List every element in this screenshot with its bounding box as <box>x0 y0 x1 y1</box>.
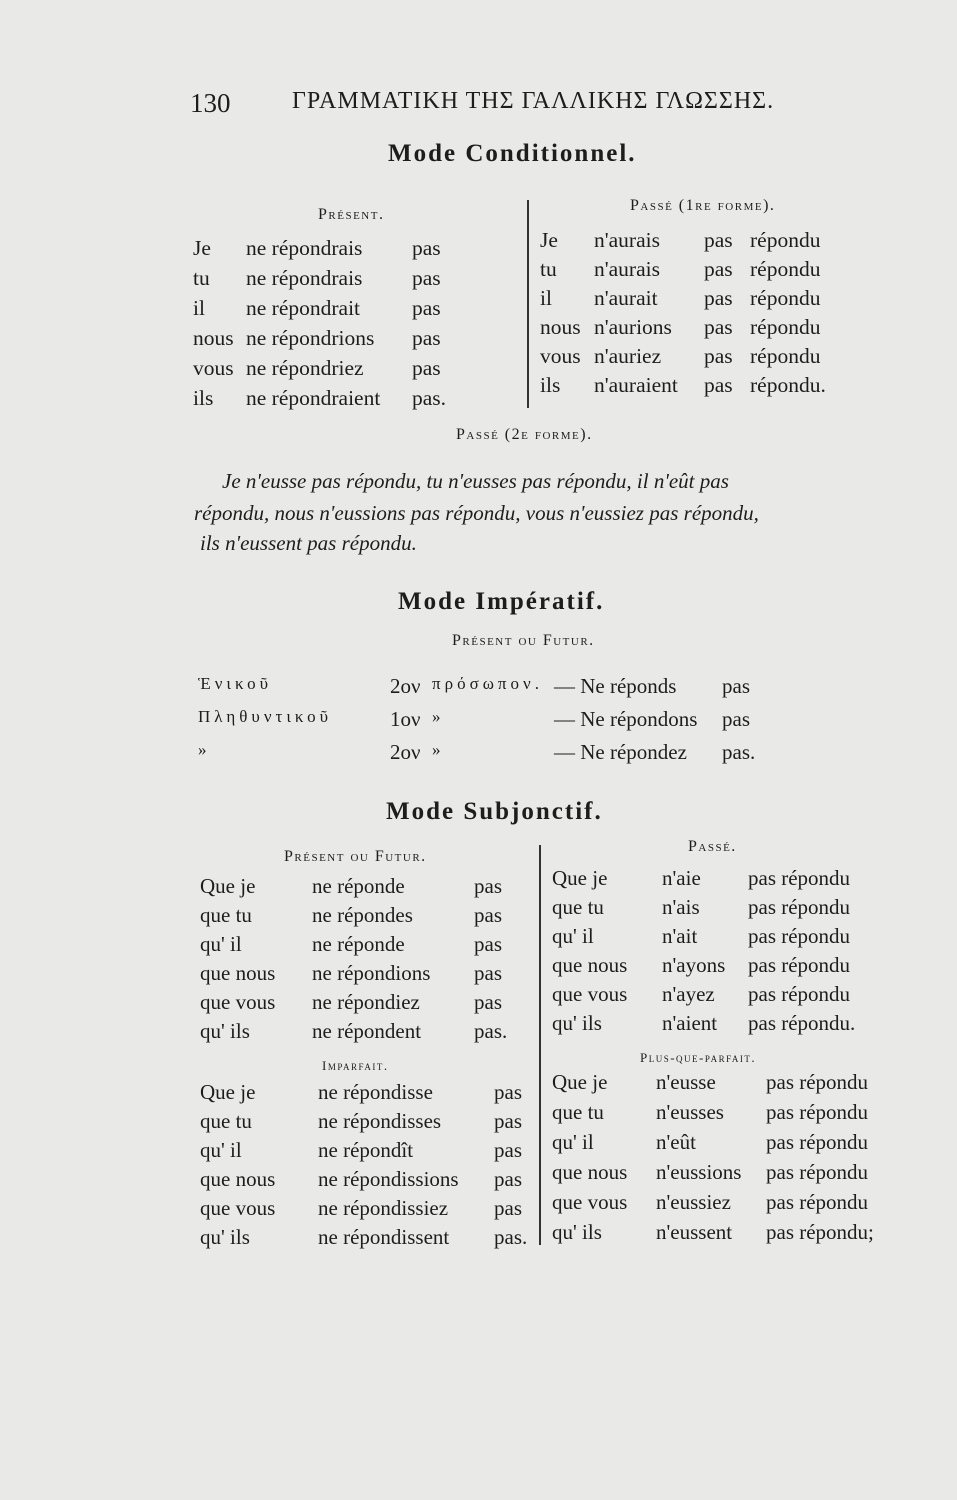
table-cell: pas <box>722 674 750 698</box>
table-cell: pas répondu <box>766 1070 869 1094</box>
table-cell: tu <box>540 257 557 281</box>
table-cell: que nous <box>200 1167 276 1191</box>
table-cell: n'auraient <box>594 373 678 397</box>
table-cell: que vous <box>552 982 628 1006</box>
table-cell: répondu <box>750 286 821 310</box>
table-cell: il <box>540 286 552 310</box>
table-cell: pas <box>494 1138 522 1162</box>
table-cell: Que je <box>552 866 608 890</box>
table-cell: n'aurait <box>594 286 658 310</box>
table-cell: Πληθυντικοῦ <box>198 707 333 726</box>
table-cell: que tu <box>200 903 252 927</box>
table-cell: répondu <box>750 257 821 281</box>
heading-cond-passe1: Passé (1re forme). <box>630 197 776 214</box>
table-cell: n'eusse <box>656 1070 716 1094</box>
table-cell: pas <box>474 961 502 985</box>
table-cell: Que je <box>200 1080 256 1104</box>
table-cell: qu' il <box>552 924 594 948</box>
paragraph-passe2-line3: ils n'eussent pas répondu. <box>200 531 417 555</box>
table-cell: pas <box>704 344 733 368</box>
table-cell: pas. <box>412 386 447 410</box>
table-cell: pas. <box>722 740 756 764</box>
table-cell: pas. <box>494 1225 528 1249</box>
table-cell: Que je <box>552 1070 608 1094</box>
table-cell: πρόσωπον. <box>432 674 543 693</box>
table-cell: pas <box>412 356 441 380</box>
table-cell: ne réponde <box>312 874 405 898</box>
table-cell: que nous <box>552 953 628 977</box>
table-cell: pas <box>474 874 502 898</box>
table-cell: — Ne répondez <box>554 740 687 764</box>
table-cell: pas répondu <box>766 1100 869 1124</box>
heading-subj-passe: Passé. <box>688 838 737 855</box>
table-cell: Je <box>193 236 211 260</box>
table-cell: Je <box>540 228 558 252</box>
table-cell: n'ait <box>662 924 698 948</box>
table-cell: ne répondisse <box>318 1080 433 1104</box>
table-cell: que tu <box>200 1109 252 1133</box>
table-cell: que vous <box>552 1190 628 1214</box>
table-cell: pas répondu; <box>766 1220 874 1244</box>
table-cell: — Ne réponds <box>554 674 677 698</box>
column-divider <box>527 200 529 408</box>
table-cell: pas <box>704 228 733 252</box>
table-cell: ne répondisses <box>318 1109 442 1133</box>
table-cell: il <box>193 296 205 320</box>
table-cell: vous <box>540 344 581 368</box>
table-cell: pas <box>704 315 733 339</box>
table-cell: pas <box>412 266 441 290</box>
table-cell: pas <box>704 257 733 281</box>
table-cell: n'aie <box>662 866 701 890</box>
table-cell: pas <box>474 903 502 927</box>
table-cell: » <box>432 707 445 726</box>
table-cell: que vous <box>200 1196 276 1220</box>
table-cell: » <box>432 740 445 759</box>
table-cell: pas répondu <box>766 1130 869 1154</box>
table-cell: qu' ils <box>552 1011 602 1035</box>
table-cell: ne répondraient <box>246 386 381 410</box>
table-cell: pas répondu <box>766 1190 869 1214</box>
table-cell: ne répondions <box>312 961 431 985</box>
table-cell: ne répondrais <box>246 266 363 290</box>
table-cell: pas répondu <box>748 982 851 1006</box>
table-cell: ils <box>193 386 214 410</box>
page-number: 130 <box>190 88 231 118</box>
table-cell: 2ον <box>390 674 421 698</box>
table-cell: nous <box>193 326 234 350</box>
heading-subj-imparfait: Imparfait. <box>322 1058 389 1073</box>
table-cell: qu' il <box>200 1138 242 1162</box>
table-cell: pas répondu <box>766 1160 869 1184</box>
table-cell: répondu <box>750 228 821 252</box>
table-cell: pas <box>494 1167 522 1191</box>
table-cell: pas <box>494 1080 522 1104</box>
table-cell: n'aurais <box>594 228 660 252</box>
table-cell: qu' il <box>552 1130 594 1154</box>
table-cell: pas répondu <box>748 924 851 948</box>
table-cell: ne répondiez <box>312 990 420 1014</box>
table-cell: que nous <box>552 1160 628 1184</box>
paragraph-passe2-line1: Je n'eusse pas répondu, tu n'eusses pas répondu, il n'eût pas <box>222 469 729 493</box>
column-divider-subjonctif <box>539 845 541 1245</box>
table-cell: pas <box>494 1196 522 1220</box>
heading-subj-present: Présent ou Futur. <box>284 848 427 865</box>
table-cell: pas <box>704 286 733 310</box>
table-cell: pas <box>494 1109 522 1133</box>
table-cell: vous <box>193 356 234 380</box>
table-cell: répondu. <box>750 373 826 397</box>
table-cell: ne répondrions <box>246 326 375 350</box>
table-cell: n'aient <box>662 1011 718 1035</box>
running-title: ΓΡΑΜΜΑΤΙΚΗ ΤΗΣ ΓΑΛΛΙΚΗΣ ΓΛΩΣΣΗΣ. <box>292 88 775 114</box>
table-cell: pas <box>474 990 502 1014</box>
table-cell: pas répondu. <box>748 1011 856 1035</box>
heading-cond-present: Présent. <box>318 206 385 223</box>
table-cell: n'aurais <box>594 257 660 281</box>
table-cell: ne répondrait <box>246 296 361 320</box>
heading-subj-plusqueparfait: Plus-que-parfait. <box>640 1050 757 1065</box>
table-cell: ils <box>540 373 561 397</box>
table-cell: pas répondu <box>748 953 851 977</box>
table-cell: pas <box>412 326 441 350</box>
table-cell: ne répondissent <box>318 1225 450 1249</box>
table-cell: que tu <box>552 895 604 919</box>
table-cell: pas <box>474 932 502 956</box>
table-cell: n'eusses <box>656 1100 724 1124</box>
table-cell: » <box>198 740 211 759</box>
table-cell: n'eussent <box>656 1220 733 1244</box>
table-cell: ne répondriez <box>246 356 364 380</box>
table-cell: pas <box>412 296 441 320</box>
table-cell: qu' ils <box>200 1225 250 1249</box>
table-cell: pas répondu <box>748 866 851 890</box>
table-cell: que tu <box>552 1100 604 1124</box>
table-cell: n'eussiez <box>656 1190 731 1214</box>
table-cell: ne répondrais <box>246 236 363 260</box>
table-cell: pas. <box>474 1019 508 1043</box>
table-cell: répondu <box>750 344 821 368</box>
section-title-imperatif: Mode Impératif. <box>398 588 605 615</box>
table-cell: répondu <box>750 315 821 339</box>
table-cell: Que je <box>200 874 256 898</box>
table-cell: pas <box>704 373 733 397</box>
table-cell: n'eût <box>656 1130 696 1154</box>
paragraph-passe2-line2: répondu, nous n'eussions pas répondu, vous n'eussiez pas répondu, <box>194 501 759 525</box>
table-cell: n'aurions <box>594 315 672 339</box>
table-cell: pas <box>412 236 441 260</box>
table-cell: que nous <box>200 961 276 985</box>
table-cell: qu' il <box>200 932 242 956</box>
heading-cond-passe2: Passé (2e forme). <box>456 426 593 443</box>
table-cell: que vous <box>200 990 276 1014</box>
table-cell: n'auriez <box>594 344 662 368</box>
heading-imperatif-present: Présent ou Futur. <box>452 632 595 649</box>
table-cell: ne répondissiez <box>318 1196 449 1220</box>
section-title-subjonctif: Mode Subjonctif. <box>386 798 603 825</box>
table-cell: Ἑνικοῦ <box>198 674 273 693</box>
table-cell: n'eussions <box>656 1160 742 1184</box>
table-cell: ne répondît <box>318 1138 414 1162</box>
table-cell: n'ayons <box>662 953 726 977</box>
table-cell: n'ais <box>662 895 700 919</box>
table-cell: — Ne répondons <box>554 707 698 731</box>
table-cell: ne réponde <box>312 932 405 956</box>
table-cell: ne répondent <box>312 1019 422 1043</box>
table-cell: ne répondissions <box>318 1167 459 1191</box>
table-cell: nous <box>540 315 581 339</box>
table-cell: pas <box>722 707 750 731</box>
table-cell: qu' ils <box>552 1220 602 1244</box>
table-cell: ne répondes <box>312 903 413 927</box>
table-cell: n'ayez <box>662 982 715 1006</box>
table-cell: tu <box>193 266 210 290</box>
table-cell: qu' ils <box>200 1019 250 1043</box>
table-cell: 2ον <box>390 740 421 764</box>
table-cell: 1ον <box>390 707 421 731</box>
section-title-conditionnel: Mode Conditionnel. <box>388 140 637 167</box>
table-cell: pas répondu <box>748 895 851 919</box>
